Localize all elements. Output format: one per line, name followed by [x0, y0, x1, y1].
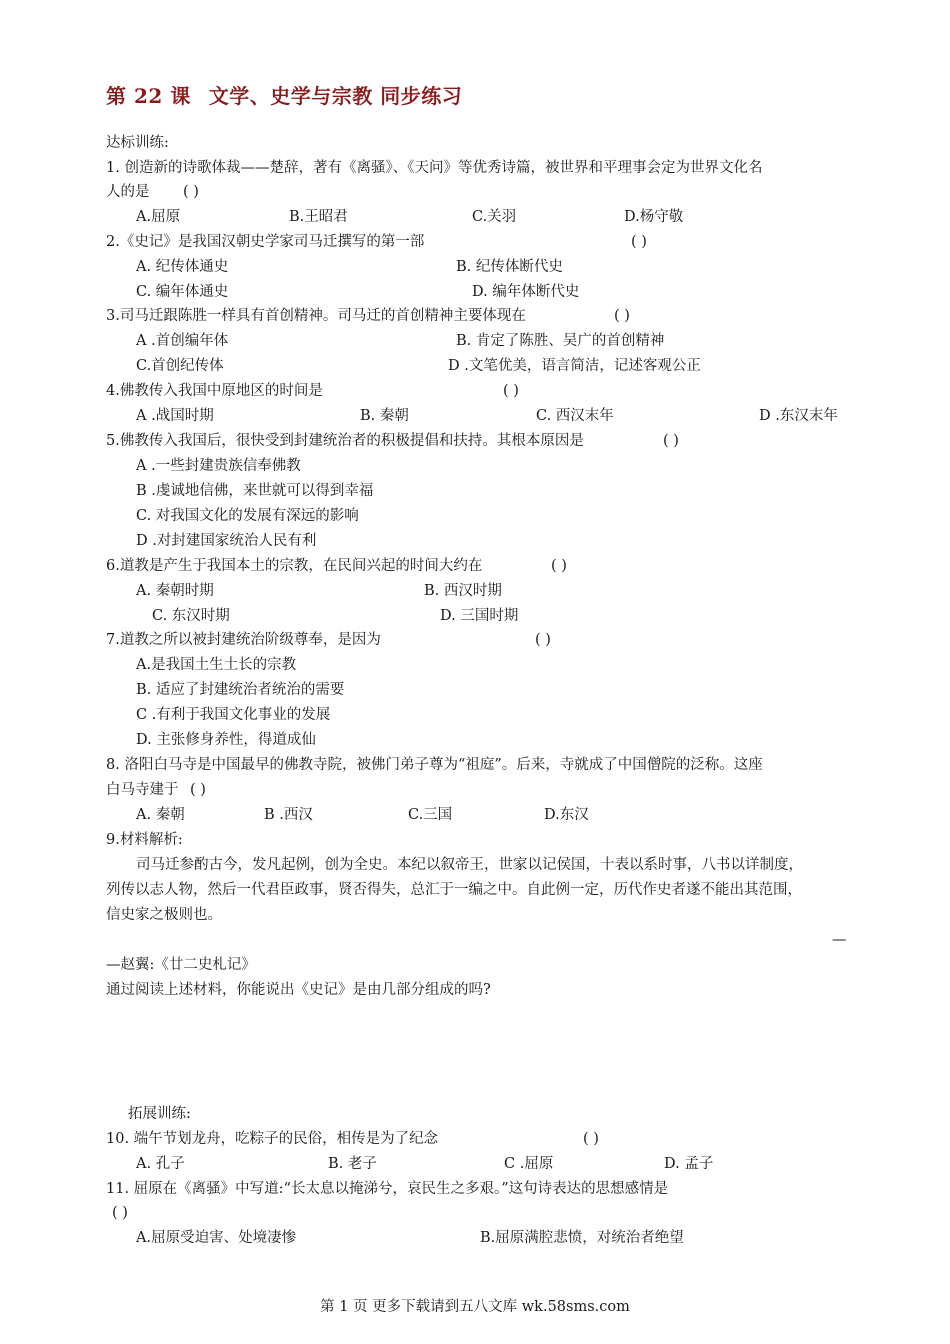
page-title: [106, 80, 462, 109]
option-d: D.杨守敬: [624, 209, 684, 225]
passage-line: 司马迁参酌古今，发凡起例，创为全史。本纪以叙帝王，世家以记侯国，十表以系时事，八书以详制度，: [136, 857, 803, 873]
passage-line: 信史家之极则也。: [106, 907, 222, 923]
option-b: B. 西汉时期: [424, 583, 502, 599]
option-a: A. 纪传体通史: [136, 259, 229, 275]
answer-paren: ( ): [614, 308, 630, 324]
option-d: D .对封建国家统治人民有利: [136, 533, 317, 549]
option-b: B. 秦朝: [360, 408, 409, 424]
option-c: C. 编年体通史: [136, 284, 229, 300]
option-c: C. 对我国文化的发展有深远的影响: [136, 508, 359, 524]
answer-paren: ( ): [112, 1205, 128, 1221]
question-stem-cont: 人的是: [106, 184, 150, 200]
question-stem: 5.佛教传入我国后，很快受到封建统治者的积极提倡和扶持。其根本原因是: [106, 433, 584, 449]
option-d: D. 三国时期: [440, 608, 519, 624]
option-c: C.关羽: [472, 209, 517, 225]
option-a: A.屈原: [136, 209, 181, 225]
option-d: D. 主张修身养性，得道成仙: [136, 732, 316, 748]
question-stem: 3.司马迁跟陈胜一样具有首创精神。司马迁的首创精神主要体现在: [106, 308, 526, 324]
option-c: C .有利于我国文化事业的发展: [136, 707, 331, 723]
question-stem: 2.《史记》是我国汉朝史学家司马迁撰写的第一部: [106, 234, 425, 250]
lesson-name: 文学、史学与宗教 同步练习: [208, 84, 463, 108]
question-stem: 6.道教是产生于我国本土的宗教，在民间兴起的时间大约在: [106, 558, 483, 574]
option-d: D.东汉: [544, 807, 589, 823]
passage-line: 列传以志人物，然后一代君臣政事，贤否得失，总汇于一编之中。自此例一定，历代作史者遂不能出其范围，: [106, 882, 802, 898]
option-a: A.是我国土生土长的宗教: [136, 657, 297, 673]
option-b: B. 老子: [328, 1156, 377, 1172]
option-a: A .首创编年体: [136, 333, 229, 349]
option-b: B. 肯定了陈胜、吴广的首创精神: [456, 333, 665, 349]
option-a: A .一些封建贵族信奉佛教: [136, 458, 301, 474]
answer-paren: ( ): [183, 184, 199, 200]
question-stem-cont: 白马寺建于: [106, 782, 179, 798]
page-footer: 第 1 页 更多下载请到五八文库 wk.58sms.com: [320, 1299, 630, 1315]
option-b: B.屈原满腔悲愤，对统治者绝望: [480, 1230, 684, 1246]
lesson-number: 第 22 课: [106, 84, 191, 108]
question-stem: 7.道教之所以被封建统治阶级尊奉，是因为: [106, 632, 381, 648]
answer-paren: ( ): [551, 558, 567, 574]
option-c: C. 东汉时期: [152, 608, 230, 624]
option-c: C .屈原: [504, 1156, 554, 1172]
answer-paren: ( ): [583, 1131, 599, 1147]
question-stem: 1. 创造新的诗歌体裁——楚辞，著有《离骚》、《天问》等优秀诗篇，被世界和平理事会定为世界文化名: [106, 160, 763, 176]
answer-paren: ( ): [663, 433, 679, 449]
question-stem: 8. 洛阳白马寺是中国最早的佛教寺院，被佛门弟子尊为“祖庭”。后来，寺就成了中国僧院的泛称。这座: [106, 757, 763, 773]
option-a: A. 秦朝: [136, 807, 185, 823]
option-a: A .战国时期: [136, 408, 214, 424]
option-d: D .文笔优美，语言简洁，记述客观公正: [448, 358, 701, 374]
answer-paren: ( ): [190, 782, 206, 798]
option-d: D. 编年体断代史: [472, 284, 580, 300]
option-c: C.三国: [408, 807, 453, 823]
option-c: C.首创纪传体: [136, 358, 224, 374]
option-d: D. 孟子: [664, 1156, 714, 1172]
option-b: B .虔诚地信佛，来世就可以得到幸福: [136, 483, 374, 499]
citation-dash: —: [832, 932, 847, 948]
option-b: B .西汉: [264, 807, 313, 823]
option-a: A. 孔子: [136, 1156, 185, 1172]
option-b: B. 适应了封建统治者统治的需要: [136, 682, 345, 698]
option-b: B. 纪传体断代史: [456, 259, 563, 275]
question-stem: 4.佛教传入我国中原地区的时间是: [106, 383, 323, 399]
section-heading: 拓展训练:: [128, 1106, 191, 1122]
option-a: A.屈原受迫害、处境凄惨: [136, 1230, 297, 1246]
section-heading: 达标训练:: [106, 135, 169, 151]
option-b: B.王昭君: [289, 209, 348, 225]
question-stem: 10. 端午节划龙舟，吃粽子的民俗，相传是为了纪念: [106, 1131, 439, 1147]
answer-paren: ( ): [503, 383, 519, 399]
answer-paren: ( ): [535, 632, 551, 648]
question-stem: 11. 屈原在《离骚》中写道:“长太息以掩涕兮，哀民生之多艰。”这句诗表达的思想感情是: [106, 1181, 669, 1197]
option-d: D .东汉末年: [759, 408, 838, 424]
question-prompt: 通过阅读上述材料，你能说出《史记》是由几部分组成的吗?: [106, 982, 491, 998]
option-a: A. 秦朝时期: [136, 583, 214, 599]
question-stem: 9.材料解析:: [106, 832, 183, 848]
citation-source: —赵翼:《廿二史札记》: [106, 957, 256, 973]
option-c: C. 西汉末年: [536, 408, 614, 424]
answer-paren: ( ): [631, 234, 647, 250]
